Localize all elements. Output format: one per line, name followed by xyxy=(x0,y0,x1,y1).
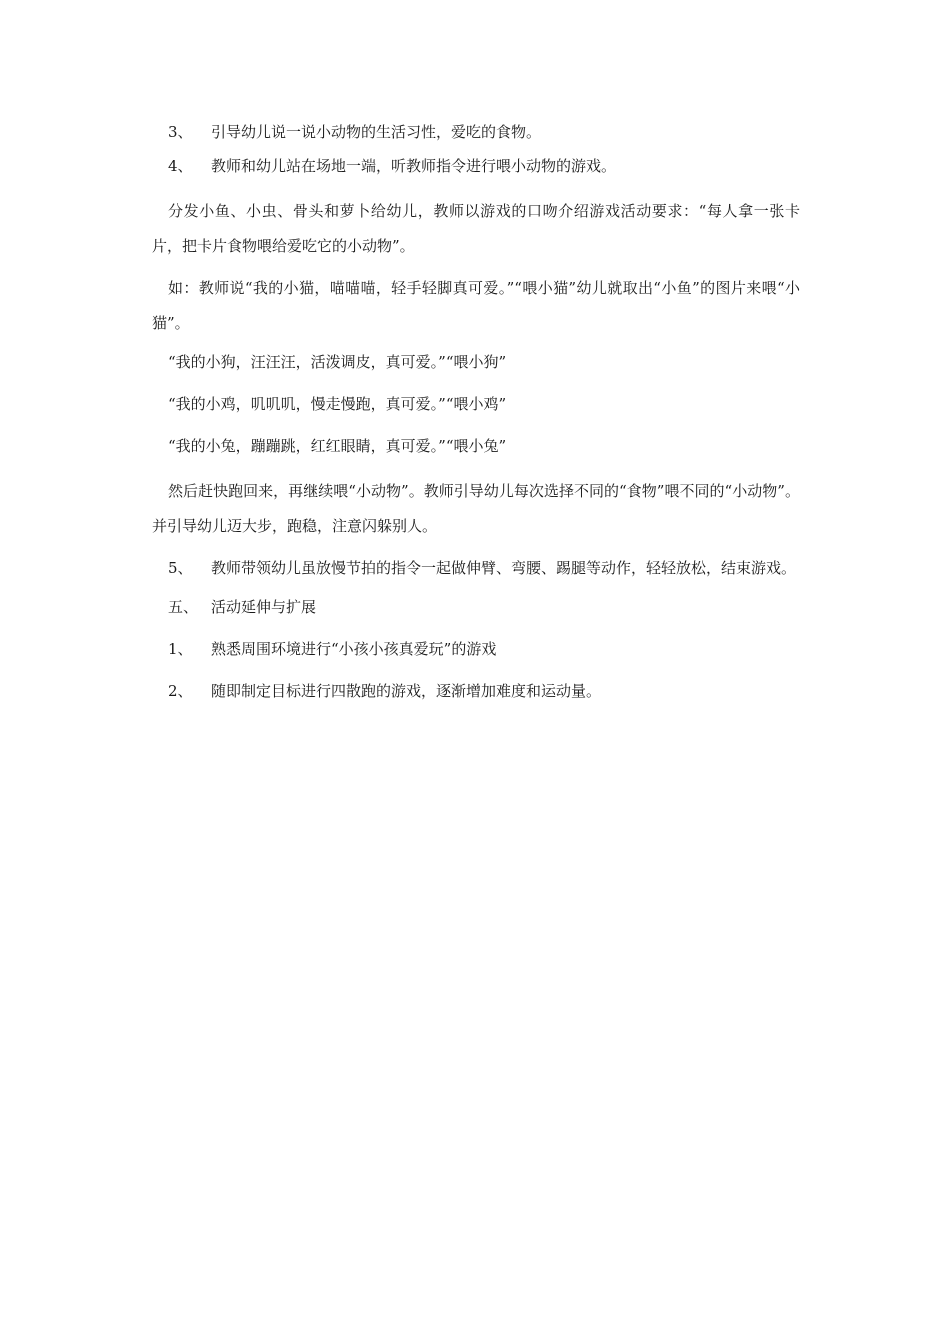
list-item-3 xyxy=(152,118,800,146)
ext-item-2 xyxy=(152,677,800,705)
section-heading-extension xyxy=(152,593,800,621)
list-text: 教师和幼儿站在场地一端，听教师指令进行喂小动物的游戏。 xyxy=(211,157,617,175)
quote-dog: “我的小狗，汪汪汪，活泼调皮，真可爱。”“喂小狗” xyxy=(168,353,507,371)
list-text: 引导幼儿说一说小动物的生活习性，爱吃的食物。 xyxy=(211,123,542,141)
list-item-5 xyxy=(152,551,800,586)
list-number: 3、 xyxy=(168,123,193,141)
ext-item-1 xyxy=(152,635,800,663)
section-number: 五、 xyxy=(168,598,199,616)
paragraph-example: 如：教师说“我的小猫，喵喵喵，轻手轻脚真可爱。”“喂小猫”幼儿就取出“小鱼”的图片来喂“小猫”。 xyxy=(152,279,800,332)
list-text: 熟悉周围环境进行“小孩小孩真爱玩”的游戏 xyxy=(211,640,497,658)
list-number: 2、 xyxy=(168,682,193,700)
section-title: 活动延伸与扩展 xyxy=(211,598,317,616)
list-text: 随即制定目标进行四散跑的游戏，逐渐增加难度和运动量。 xyxy=(211,682,602,700)
paragraph-return: 然后赶快跑回来，再继续喂“小动物”。教师引导幼儿每次选择不同的“食物”喂不同的“小动物”。并引导幼儿迈大步，跑稳，注意闪躲别人。 xyxy=(152,482,800,535)
list-number: 5、 xyxy=(168,559,193,577)
list-number: 4、 xyxy=(168,157,193,175)
document-body xyxy=(152,118,800,719)
quote-chicken: “我的小鸡，叽叽叽，慢走慢跑，真可爱。”“喂小鸡” xyxy=(168,395,507,413)
list-item-4 xyxy=(152,152,800,180)
list-number: 1、 xyxy=(168,640,193,658)
quote-rabbit: “我的小兔，蹦蹦跳，红红眼睛，真可爱。”“喂小兔” xyxy=(168,437,507,455)
paragraph-card-rules: 分发小鱼、小虫、骨头和萝卜给幼儿，教师以游戏的口吻介绍游戏活动要求：“每人拿一张卡片，把卡片食物喂给爱吃它的小动物”。 xyxy=(152,202,800,255)
list-text: 教师带领幼儿虽放慢节拍的指令一起做伸臂、弯腰、踢腿等动作，轻轻放松，结束游戏。 xyxy=(211,559,797,577)
